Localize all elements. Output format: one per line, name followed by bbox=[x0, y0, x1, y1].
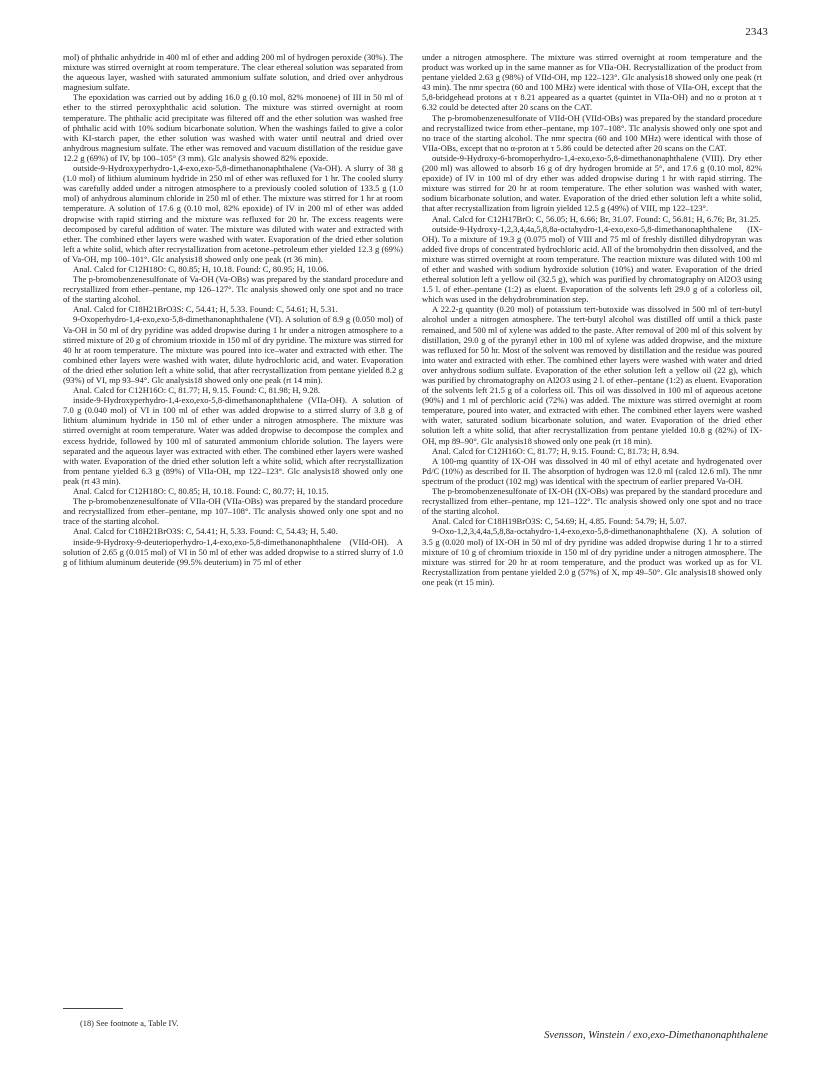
paragraph: The p-bromobenzenesulfonate of Va-OH (Va-OBs) was prepared by the standard procedure and recrystallized from ether–pentane, mp 126–127°. Tlc analysis showed only one spot and no trace of the starting alcohol. bbox=[63, 274, 403, 305]
analysis-line: Anal. Calcd for C18H19BrO3S: C, 54.69; H, 4.85. Found: 54.79; H, 5.07. bbox=[432, 516, 687, 527]
paragraph: The p-bromobenzenesulfonate of IX-OH (IX-OBs) was prepared by the standard procedure and recrystallized from ether–pentane, mp 121–122°. Tlc analysis showed only one spot and no trace of the starting alcohol. bbox=[422, 486, 762, 517]
paragraph: outside-9-Hydroxy-1,2,3,4,4a,5,8,8a-octahydro-1,4-exo,exo-5,8-dimethanonaphthalene (IX-OH). To a mixture of 19.3 g (0.075 mol) of VIII and 75 ml of freshly distilled dihydropyran was added five drops of concentrated hydrochloric acid. All of the bromohydrin then dissolved, and the mixture was stirred overnight at room temperature. The reaction mixture was diluted with 100 ml of ether and washed with sodium hydroxide solution (10%) and water. Evaporation of the dried ethereal solution left a yellow oil (32.5 g), which was purified by chromatography on Al2O3 using 1.5 l. of ether–pentane (1:2) as eluent. Evaporation of the solvents left 29.0 g of a colorless oil, which was used in the dehydrobromination step. bbox=[422, 223, 762, 305]
paragraph: A 22.2-g quantity (0.20 mol) of potassium tert-butoxide was dissolved in 500 ml of tert-butyl alcohol under a nitrogen atmosphere. The tert-butyl alcohol was distilled off until a thick paste remained, and 500 ml of xylene was added to the paste. After removal of 200 ml of this solvent by distillation, 29.0 g of the pyranyl ether in 100 ml of xylene was added dropwise, and the mixture was refluxed for 50 hr. Most of the solvent was removed by distillation and the residue was poured into water and extracted with ether. The combined ether layers were washed with water and dried over anhydrous sodium sulfate. Evaporation of the ether solution left a yellow oil (22 g), which was purified by chromatography on Al2O3 using 2 l. of ether–pentane (1:2) as eluent. Evaporation of the solvents left 21.5 g of a colorless oil. This oil was dissolved in 100 ml of aqueous acetone (90%) and 1 ml of perchloric acid (72%) was added. The mixture was stirred overnight at room temperature, poured into water, and extracted with ether. The combined ether layers were washed with water, saturated sodium bicarbonate solution, and water. Evaporation of the dried ether solution left a white solid, that after recrystallization from pentane yielded 10.8 g (82%) of IX-OH, mp 89–90°. Glc analysis18 showed only one peak (rt 18 min). bbox=[422, 304, 762, 446]
analysis-line: Anal. Calcd for C12H16O: C, 81.77; H, 9.15. Found: C, 81.73; H, 8.94. bbox=[432, 445, 680, 456]
paragraph: The epoxidation was carried out by adding 16.0 g (0.10 mol, 82% monoene) of III in 50 ml of ether to the stirred peroxyphthalic acid solution. The mixture was stirred overnight at room temperature. The phthalic acid precipitate was filtered off and the ether solution was washed free of phthalic acid with 10% sodium bicarbonate solution. When the washings failed to give a color with KI-starch paper, the ether solution was washed with water until neutral and dried over anhydrous magnesium sulfate. The ether was removed and vacuum distillation of the residue gave 12.2 g (69%) of IV, bp 100–105° (3 mm). Glc analysis showed 82% epoxide. bbox=[63, 92, 403, 163]
right-column bbox=[422, 52, 762, 587]
paragraph: The p-bromobenzenesulfonate of VIId-OH (VIId-OBs) was prepared by the standard procedure and recrystallized twice from ether–pentane, mp 107–108°. Tlc analysis showed only one spot and no trace of the starting alcohol. The nmr spectra (60 and 100 MHz) were identical with those of VIIa-OBs, except that no α-proton at τ 5.86 could be detected after 20 scans on the CAT. bbox=[422, 112, 762, 153]
footnote-divider bbox=[63, 1008, 123, 1009]
running-footer: Svensson, Winstein / exo,exo-Dimethanonaphthalene bbox=[544, 1030, 768, 1041]
footnote: (18) See footnote a, Table IV. bbox=[80, 1019, 179, 1028]
paragraph: 9-Oxo-1,2,3,4,4a,5,8,8a-octahydro-1,4-exo,exo-5,8-dimethanonaphthalene (X). A solution of 3.5 g (0.020 mol) of IX-OH in 50 ml of dry pyridine was added dropwise during 1 hr to a stirred mixture of 10 g of chromium trioxide in 150 ml of dry pyridine under a nitrogen atmosphere. The mixture was stirred for 20 hr at room temperature, and the product was worked up as for VI. Recrystallization from pentane yielded 2.0 g (57%) of X, mp 49–50°. Glc analysis18 showed only one peak (rt 15 min). bbox=[422, 526, 762, 587]
analysis-line: Anal. Calcd for C12H18O: C, 80.85; H, 10.18. Found: C, 80.77; H, 10.15. bbox=[73, 486, 329, 497]
analysis-line: Anal. Calcd for C12H18O: C, 80.85; H, 10.18. Found: C, 80.95; H, 10.06. bbox=[73, 263, 329, 274]
analysis-line: Anal. Calcd for C18H21BrO3S: C, 54.41; H, 5.33. Found: C, 54.43; H, 5.40. bbox=[73, 526, 338, 537]
paragraph: 9-Oxoperhydro-1,4-exo,exo-5,8-dimethanonaphthalene (VI). A solution of 8.9 g (0.050 mol) of Va-OH in 50 ml of dry pyridine was added dropwise during 1 hr under a nitrogen atmosphere to a stirred mixture of 20 g of chromium trioxide in 150 ml of dry pyridine. The mixture was stirred for 40 hr at room temperature. The mixture was poured into ice–water and extracted with ether. The combined ether layers were washed with water, dilute hydrochloric acid, and water. Evaporation of the dried ether solution left a white solid, that after recrystallization from pentane yielded 8.2 g (93%) of VI, mp 93–94°. Glc analysis18 showed only one peak (rt 14 min). bbox=[63, 314, 403, 385]
paragraph: under a nitrogen atmosphere. The mixture was stirred overnight at room temperature and the product was worked up in the same manner as for VIIa-OH. Recrystallization of the product from pentane yielded 2.63 g (98%) of VIId-OH, mp 122–123°. Glc analysis18 showed only one peak (rt 43 min). The nmr spectra (60 and 100 MHz) were identical with those of VIIa-OH, except that the 5,8-bridgehead protons at τ 8.21 appeared as a quartet (quintet in VIIa-OH) and no α proton at τ 6.32 could be detected after 20 scans on the CAT. bbox=[422, 52, 762, 113]
paragraph: inside-9-Hydroxy-9-deuterioperhydro-1,4-exo,exo-5,8-dimethanonaphthalene (VIId-OH). A solution of 2.65 g (0.015 mol) of VI in 50 ml of ether was added dropwise to a stirred slurry of 1.0 g of lithium aluminum deuteride (99.5% deuterium) in 75 ml of ether bbox=[63, 536, 403, 567]
paragraph: inside-9-Hydroxyperhydro-1,4-exo,exo-5,8-dimethanonaphthalene (VIIa-OH). A solution of 7.0 g (0.040 mol) of VI in 100 ml of ether was added dropwise to a stirred slurry of 3.8 g of lithium aluminum hydride in 150 ml of ether under a nitrogen atmosphere. The mixture was stirred overnight at room temperature. Water was added dropwise to decompose the complex and excess hydride, followed by 100 ml of saturated ammonium chloride solution. The layers were separated and the aqueous layer was extracted with ether. The combined ether layers were washed with water. Evaporation of the dried ether solution left a white solid, which after recrystallization from pentane yielded 6.3 g (89%) of VIIa-OH, mp 122–123°. Glc analysis18 showed only one peak (rt 43 min). bbox=[63, 395, 403, 486]
paragraph: outside-9-Hydroxyperhydro-1,4-exo,exo-5,8-dimethanonaphthalene (Va-OH). A slurry of 38 g (1.0 mol) of lithium aluminum hydride in 250 ml of ether was refluxed for 1 hr. The cooled slurry was carefully added under a nitrogen atmosphere to a previously cooled solution of 133.5 g (1.0 mol) of anhydrous aluminum chloride in 250 ml of ether. The mixture was stirred for 1 hr at room temperature. A solution of 17.6 g (0.10 mol, 82% epoxide) of IV in 200 ml of ether was added dropwise with rapid stirring and the mixture was refluxed for 20 hr. The excess reagents were decomposed by careful addition of water. The mixture was diluted with water and extracted with ether. The combined ether layers were washed with water. Evaporation of the dried ether solution left a white solid, which after recrystallization from acetone–petroleum ether yielded 12.3 g (69%) of Va-OH, mp 100–101°. Glc analysis18 showed only one peak (rt 36 min). bbox=[63, 163, 403, 264]
paragraph: The p-bromobenzenesulfonate of VIIa-OH (VIIa-OBs) was prepared by the standard procedure and recrystallized from ether–pentane, mp 107–108°. Tlc analysis showed only one spot and no trace of the starting alcohol. bbox=[63, 496, 403, 527]
page-number: 2343 bbox=[745, 26, 768, 38]
analysis-line: Anal. Calcd for C12H16O: C, 81.77; H, 9.15. Found: C, 81.98; H, 9.28. bbox=[73, 385, 321, 396]
paragraph: outside-9-Hydroxy-6-bromoperhydro-1,4-exo,exo-5,8-dimethanonaphthalene (VIII). Dry ether (200 ml) was allowed to absorb 16 g of dry hydrogen bromide at 5°, and 17.6 g (0.10 mol, 82% epoxide) of IV in 100 ml of dry ether was added dropwise during 1 hr with rapid stirring. The mixture was stirred for 20 hr at room temperature. The ether solution was washed with water, sodium bicarbonate solution, and water. Evaporation of the dried ether solution left a white solid, that after recrystallization from ligroin yielded 12.5 g (49%) of VIII, mp 122–123°. bbox=[422, 152, 762, 214]
paragraph: mol) of phthalic anhydride in 400 ml of ether and adding 200 ml of hydrogen peroxide (30%). The mixture was stirred overnight at room temperature. The clear ethereal solution was separated from the aqueous layer, washed with saturated ammonium sulfate solution, and dried over anhydrous magnesium sulfate. bbox=[63, 52, 403, 93]
analysis-line: Anal. Calcd for C18H21BrO3S: C, 54.41; H, 5.33. Found: C, 54.61; H, 5.31. bbox=[73, 304, 338, 315]
left-column bbox=[63, 52, 403, 567]
paragraph: A 100-mg quantity of IX-OH was dissolved in 40 ml of ethyl acetate and hydrogenated over Pd/C (10%) as described for II. The absorption of hydrogen was 12.0 ml (calcd 12.6 ml). The nmr spectrum of the product (102 mg) was identical with the spectrum of earlier prepared Va-OH. bbox=[422, 455, 762, 486]
analysis-line: Anal. Calcd for C12H17BrO: C, 56.05; H, 6.66; Br, 31.07. Found: C, 56.81; H, 6.76; Br, 31.25. bbox=[432, 213, 761, 224]
